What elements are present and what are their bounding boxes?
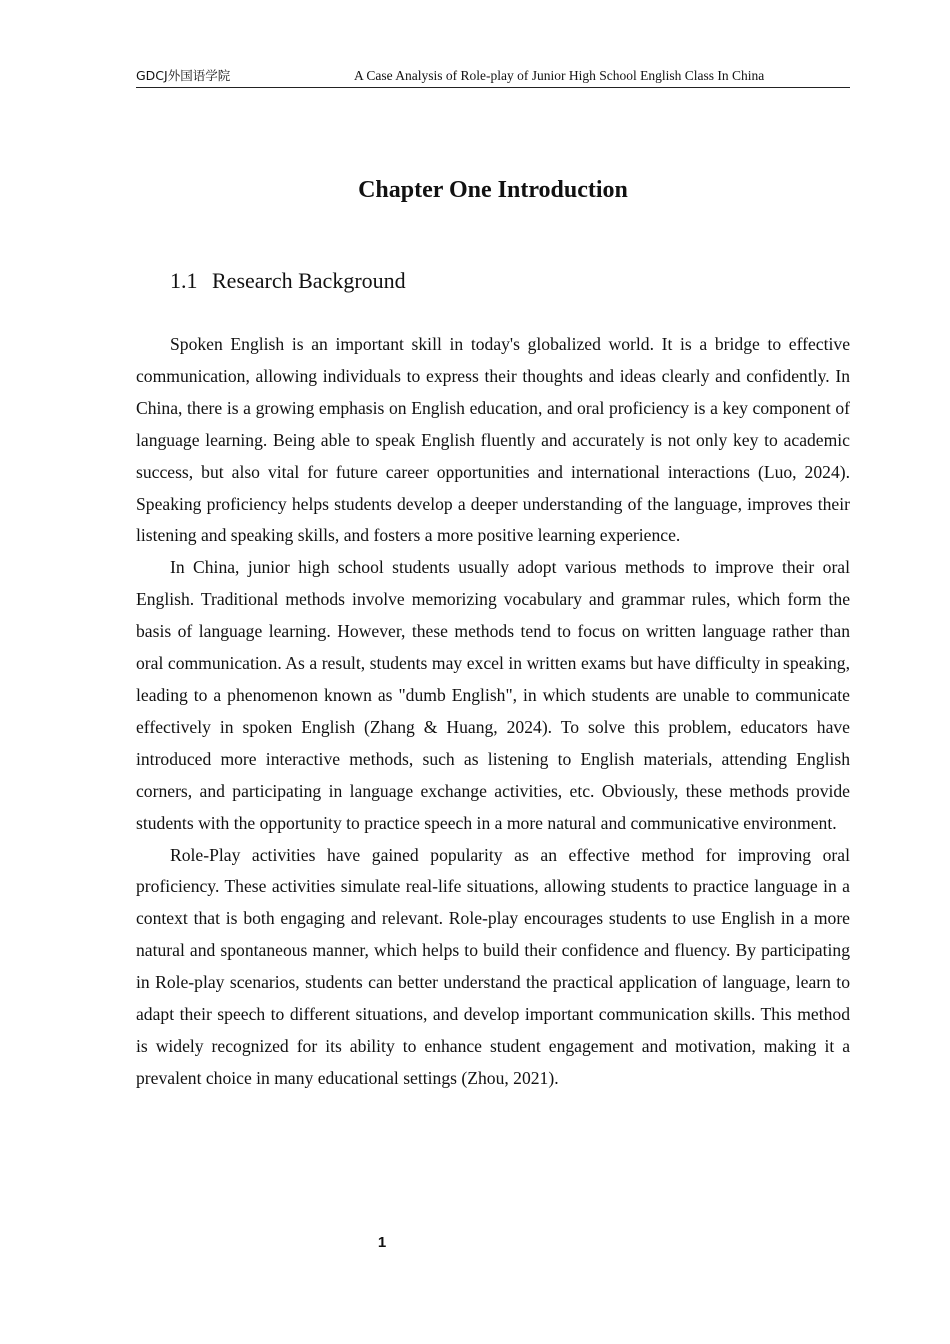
chapter-title: Chapter One Introduction xyxy=(358,177,628,203)
section-heading xyxy=(170,266,406,296)
running-header xyxy=(136,66,850,88)
header-institution: GDCJ外国语学院 xyxy=(136,68,231,83)
paragraph-3: Role-Play activities have gained popularity as an effective method for improving oral proficiency. These activities simulate real-life situations, allowing students to practice language in a context that is both engaging and relevant. Role-play encourages students to use English in a more natural and spontaneous manner, which helps to build their confidence and fluency. By participating in Role-play scenarios, students can better understand the practical application of language, learn to adapt their speech to different situations, and develop important communication skills. This method is widely recognized for its ability to enhance student engagement and motivation, making it a prevalent choice in many educational settings (Zhou, 2021). xyxy=(136,844,850,1088)
page-number: 1 xyxy=(377,1234,387,1251)
section-number: 1.1 xyxy=(170,268,198,293)
paragraph-1: Spoken English is an important skill in today's globalized world. It is a bridge to effective communication, allowing individuals to express their thoughts and ideas clearly and confidently. In China, there is a growing emphasis on English education, and oral proficiency is a key component of language learning. Being able to speak English fluently and accurately is not only key to academic success, but also vital for future career opportunities and international interactions (Luo, 2024). Speaking proficiency helps students develop a deeper understanding of the language, improves their listening and speaking skills, and fosters a more positive learning experience. xyxy=(136,334,850,546)
section-title-text: Research Background xyxy=(212,268,406,293)
paragraph-2: In China, junior high school students usually adopt various methods to improve their oral English. Traditional methods involve memorizing vocabulary and grammar rules, which form the basis of language learning. However, these methods tend to focus on written language rather than oral communication. As a result, students may excel in written exams but have difficulty in speaking, leading to a phenomenon known as "dumb English", in which students are unable to communicate effectively in spoken English (Zhang & Huang, 2024). To solve this problem, educators have introduced more interactive methods, such as listening to English materials, attending English corners, and participating in language exchange activities, etc. Obviously, these methods provide students with the opportunity to practice speech in a more natural and communicative environment. xyxy=(136,557,850,833)
header-thesis-title: A Case Analysis of Role-play of Junior High School English Class In China xyxy=(354,68,765,83)
body-text xyxy=(136,329,850,1095)
